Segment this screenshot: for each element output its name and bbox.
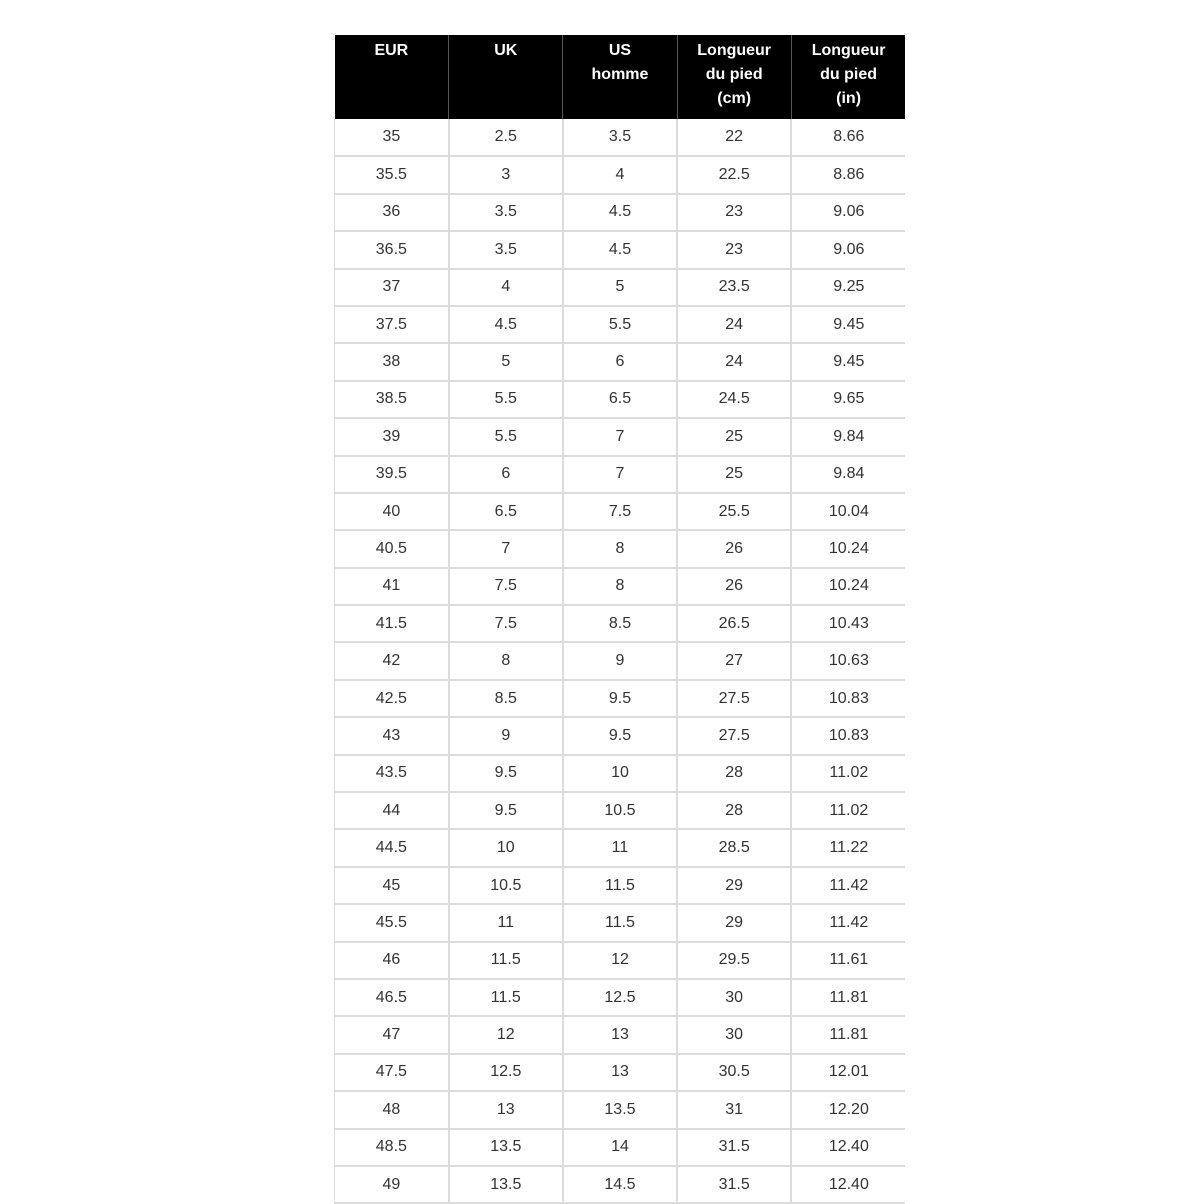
cell-foot-length-in: 11.02 — [791, 792, 905, 829]
cell-eur-size: 46.5 — [335, 979, 449, 1016]
cell-eur-size: 47.5 — [335, 1054, 449, 1091]
cell-uk-size: 3.5 — [449, 194, 563, 231]
cell-us-size: 4.5 — [563, 194, 677, 231]
column-header-eur — [335, 35, 449, 119]
cell-us-size: 5 — [563, 269, 677, 306]
column-header-line: (in) — [836, 90, 862, 107]
cell-eur-size: 47 — [335, 1016, 449, 1053]
cell-uk-size: 13 — [449, 1091, 563, 1128]
cell-foot-length-in: 11.81 — [791, 979, 905, 1016]
cell-us-size: 11.5 — [563, 867, 677, 904]
cell-foot-length-cm: 26.5 — [677, 605, 791, 642]
column-header-line: Longueur — [811, 42, 886, 59]
column-header-line: Longueur — [697, 42, 772, 59]
table-row — [335, 269, 906, 306]
table-body — [335, 119, 906, 1203]
cell-foot-length-cm: 30 — [677, 979, 791, 1016]
cell-uk-size: 7.5 — [449, 568, 563, 605]
cell-us-size: 11.5 — [563, 904, 677, 941]
cell-foot-length-in: 11.02 — [791, 755, 905, 792]
cell-eur-size: 43 — [335, 717, 449, 754]
table-row — [335, 343, 906, 380]
cell-foot-length-cm: 26 — [677, 530, 791, 567]
cell-uk-size: 5.5 — [449, 381, 563, 418]
cell-foot-length-cm: 25.5 — [677, 493, 791, 530]
cell-foot-length-cm: 31.5 — [677, 1129, 791, 1166]
cell-eur-size: 38 — [335, 343, 449, 380]
cell-foot-length-in: 10.83 — [791, 680, 905, 717]
cell-us-size: 14 — [563, 1129, 677, 1166]
table-row — [335, 194, 906, 231]
cell-eur-size: 42.5 — [335, 680, 449, 717]
cell-uk-size: 9.5 — [449, 792, 563, 829]
cell-eur-size: 46 — [335, 942, 449, 979]
cell-uk-size: 2.5 — [449, 119, 563, 156]
cell-us-size: 14.5 — [563, 1166, 677, 1203]
cell-foot-length-cm: 31.5 — [677, 1166, 791, 1203]
cell-us-size: 5.5 — [563, 306, 677, 343]
cell-foot-length-in: 10.24 — [791, 530, 905, 567]
cell-eur-size: 37 — [335, 269, 449, 306]
table-row — [335, 1054, 906, 1091]
cell-eur-size: 44 — [335, 792, 449, 829]
table-row — [335, 605, 906, 642]
cell-us-size: 7 — [563, 456, 677, 493]
cell-foot-length-in: 12.01 — [791, 1054, 905, 1091]
cell-us-size: 3.5 — [563, 119, 677, 156]
cell-foot-length-in: 9.06 — [791, 194, 905, 231]
table-row — [335, 456, 906, 493]
cell-eur-size: 40.5 — [335, 530, 449, 567]
cell-uk-size: 8.5 — [449, 680, 563, 717]
cell-foot-length-in: 12.20 — [791, 1091, 905, 1128]
table-row — [335, 306, 906, 343]
table-row — [335, 1016, 906, 1053]
cell-uk-size: 12.5 — [449, 1054, 563, 1091]
cell-foot-length-cm: 23 — [677, 231, 791, 268]
cell-foot-length-cm: 29 — [677, 904, 791, 941]
cell-foot-length-in: 10.43 — [791, 605, 905, 642]
table-row — [335, 867, 906, 904]
table-row — [335, 904, 906, 941]
cell-foot-length-in: 11.42 — [791, 904, 905, 941]
cell-uk-size: 5.5 — [449, 418, 563, 455]
cell-us-size: 9.5 — [563, 717, 677, 754]
cell-foot-length-in: 9.06 — [791, 231, 905, 268]
table-row — [335, 1129, 906, 1166]
column-header-us-homme — [563, 35, 677, 119]
column-header-line: (cm) — [717, 90, 752, 107]
cell-us-size: 11 — [563, 829, 677, 866]
table-row — [335, 792, 906, 829]
table-row — [335, 530, 906, 567]
cell-eur-size: 49 — [335, 1166, 449, 1203]
cell-uk-size: 13.5 — [449, 1166, 563, 1203]
cell-us-size: 7 — [563, 418, 677, 455]
cell-us-size: 6 — [563, 343, 677, 380]
table-row — [335, 418, 906, 455]
cell-foot-length-cm: 28 — [677, 755, 791, 792]
table-header — [335, 35, 906, 119]
cell-foot-length-cm: 26 — [677, 568, 791, 605]
cell-foot-length-in: 12.40 — [791, 1166, 905, 1203]
cell-uk-size: 6.5 — [449, 493, 563, 530]
cell-foot-length-cm: 25 — [677, 418, 791, 455]
cell-foot-length-cm: 23 — [677, 194, 791, 231]
cell-uk-size: 8 — [449, 642, 563, 679]
cell-us-size: 10.5 — [563, 792, 677, 829]
cell-foot-length-in: 9.45 — [791, 343, 905, 380]
cell-eur-size: 48 — [335, 1091, 449, 1128]
cell-uk-size: 10 — [449, 829, 563, 866]
column-header-foot-length-cm — [677, 35, 791, 119]
cell-eur-size: 43.5 — [335, 755, 449, 792]
cell-eur-size: 39 — [335, 418, 449, 455]
cell-foot-length-in: 11.61 — [791, 942, 905, 979]
cell-uk-size: 11.5 — [449, 942, 563, 979]
cell-foot-length-in: 11.42 — [791, 867, 905, 904]
cell-us-size: 13 — [563, 1054, 677, 1091]
cell-eur-size: 41.5 — [335, 605, 449, 642]
column-header-line: du pied — [705, 66, 763, 83]
cell-foot-length-in: 9.65 — [791, 381, 905, 418]
cell-foot-length-cm: 30 — [677, 1016, 791, 1053]
cell-foot-length-cm: 28.5 — [677, 829, 791, 866]
table-row — [335, 642, 906, 679]
cell-eur-size: 45.5 — [335, 904, 449, 941]
cell-us-size: 9 — [563, 642, 677, 679]
cell-foot-length-cm: 24 — [677, 306, 791, 343]
table-row — [335, 979, 906, 1016]
cell-eur-size: 38.5 — [335, 381, 449, 418]
cell-eur-size: 45 — [335, 867, 449, 904]
cell-foot-length-cm: 25 — [677, 456, 791, 493]
cell-eur-size: 44.5 — [335, 829, 449, 866]
cell-eur-size: 37.5 — [335, 306, 449, 343]
cell-eur-size: 42 — [335, 642, 449, 679]
cell-foot-length-in: 8.66 — [791, 119, 905, 156]
cell-foot-length-in: 10.63 — [791, 642, 905, 679]
cell-us-size: 12 — [563, 942, 677, 979]
table-row — [335, 231, 906, 268]
cell-uk-size: 5 — [449, 343, 563, 380]
table-row — [335, 568, 906, 605]
cell-foot-length-cm: 30.5 — [677, 1054, 791, 1091]
cell-foot-length-in: 8.86 — [791, 156, 905, 193]
cell-us-size: 13 — [563, 1016, 677, 1053]
column-header-uk — [449, 35, 563, 119]
cell-foot-length-cm: 31 — [677, 1091, 791, 1128]
cell-foot-length-in: 9.25 — [791, 269, 905, 306]
table-row — [335, 829, 906, 866]
cell-foot-length-cm: 27.5 — [677, 680, 791, 717]
cell-us-size: 8.5 — [563, 605, 677, 642]
cell-us-size: 8 — [563, 530, 677, 567]
cell-foot-length-in: 10.24 — [791, 568, 905, 605]
table-row — [335, 1166, 906, 1203]
table-row — [335, 381, 906, 418]
cell-uk-size: 3 — [449, 156, 563, 193]
cell-foot-length-cm: 29.5 — [677, 942, 791, 979]
cell-foot-length-cm: 24 — [677, 343, 791, 380]
cell-uk-size: 3.5 — [449, 231, 563, 268]
cell-foot-length-cm: 27.5 — [677, 717, 791, 754]
cell-us-size: 13.5 — [563, 1091, 677, 1128]
cell-eur-size: 40 — [335, 493, 449, 530]
cell-uk-size: 11 — [449, 904, 563, 941]
cell-uk-size: 6 — [449, 456, 563, 493]
cell-eur-size: 36.5 — [335, 231, 449, 268]
column-header-line: du pied — [820, 66, 878, 83]
header-row — [335, 35, 906, 119]
cell-foot-length-cm: 24.5 — [677, 381, 791, 418]
column-header-line: homme — [591, 66, 649, 83]
column-header-line: US — [608, 42, 632, 59]
table-row — [335, 755, 906, 792]
cell-eur-size: 36 — [335, 194, 449, 231]
cell-uk-size: 7.5 — [449, 605, 563, 642]
table-row — [335, 156, 906, 193]
cell-eur-size: 35 — [335, 119, 449, 156]
cell-eur-size: 41 — [335, 568, 449, 605]
cell-uk-size: 4 — [449, 269, 563, 306]
cell-foot-length-in: 10.83 — [791, 717, 905, 754]
cell-foot-length-in: 11.22 — [791, 829, 905, 866]
column-header-foot-length-in — [791, 35, 905, 119]
cell-uk-size: 9.5 — [449, 755, 563, 792]
cell-us-size: 10 — [563, 755, 677, 792]
cell-foot-length-cm: 29 — [677, 867, 791, 904]
cell-foot-length-cm: 23.5 — [677, 269, 791, 306]
cell-foot-length-in: 12.40 — [791, 1129, 905, 1166]
cell-foot-length-in: 9.45 — [791, 306, 905, 343]
cell-uk-size: 4.5 — [449, 306, 563, 343]
cell-foot-length-in: 9.84 — [791, 418, 905, 455]
cell-us-size: 4 — [563, 156, 677, 193]
cell-uk-size: 10.5 — [449, 867, 563, 904]
table-row — [335, 942, 906, 979]
cell-uk-size: 13.5 — [449, 1129, 563, 1166]
column-header-line: EUR — [374, 42, 409, 59]
cell-foot-length-cm: 27 — [677, 642, 791, 679]
table-row — [335, 680, 906, 717]
cell-foot-length-cm: 28 — [677, 792, 791, 829]
table-row — [335, 119, 906, 156]
cell-us-size: 4.5 — [563, 231, 677, 268]
cell-us-size: 7.5 — [563, 493, 677, 530]
cell-foot-length-cm: 22 — [677, 119, 791, 156]
cell-uk-size: 11.5 — [449, 979, 563, 1016]
cell-uk-size: 12 — [449, 1016, 563, 1053]
table-row — [335, 1091, 906, 1128]
cell-foot-length-in: 11.81 — [791, 1016, 905, 1053]
cell-us-size: 12.5 — [563, 979, 677, 1016]
table-row — [335, 717, 906, 754]
cell-foot-length-in: 10.04 — [791, 493, 905, 530]
cell-us-size: 9.5 — [563, 680, 677, 717]
cell-uk-size: 7 — [449, 530, 563, 567]
size-conversion-table — [334, 35, 905, 1204]
cell-uk-size: 9 — [449, 717, 563, 754]
cell-foot-length-cm: 22.5 — [677, 156, 791, 193]
cell-foot-length-in: 9.84 — [791, 456, 905, 493]
cell-eur-size: 35.5 — [335, 156, 449, 193]
cell-eur-size: 48.5 — [335, 1129, 449, 1166]
cell-us-size: 8 — [563, 568, 677, 605]
cell-us-size: 6.5 — [563, 381, 677, 418]
table-row — [335, 493, 906, 530]
column-header-line: UK — [494, 42, 518, 59]
cell-eur-size: 39.5 — [335, 456, 449, 493]
